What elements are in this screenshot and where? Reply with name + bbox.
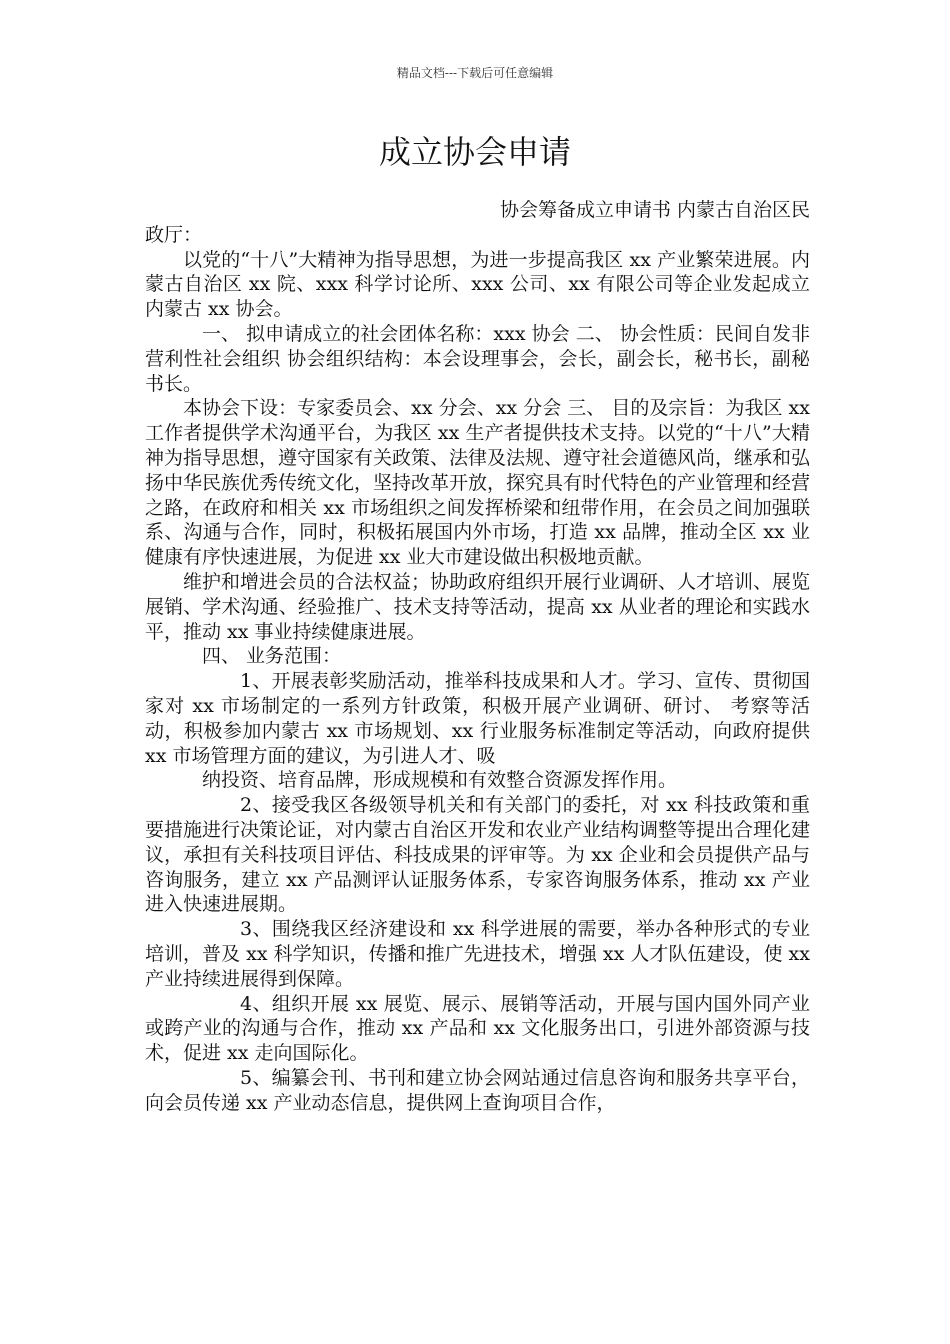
page-header: 精品文档---下载后可任意编辑 <box>396 66 554 80</box>
paragraph: 政厅： <box>145 223 203 246</box>
paragraph: 3、围绕我区经济建设和 xx 科学进展的需要，举办各种形式的专业培训，普及 xx 科学知识，传播和推广先进技术，增强 xx 人才队伍建设，使 xx 产业持续进展得到保障。 <box>145 918 810 990</box>
paragraph: 5、编纂会刊、书刊和建立协会网站通过信息咨询和服务共享平台，向会员传递 xx 产业动态信息，提供网上查询项目合作， <box>145 1066 810 1114</box>
paragraph: 本协会下设：专家委员会、xx 分会、xx 分会 三、 目的及宗旨：为我区 xx 工作者提供学术沟通平台，为我区 xx 生产者提供技术支持。以党的“十八”大精神为指导思想，遵守国家有关政策、法律及法规、遵守社会道德风尚，继承和弘扬中华民族优秀传统文化，坚持改革开放，探究具有时代特色的产业管理和经营之路，在政府和相关 xx 市场组织之间发挥桥梁和纽带作用，在会员之间加强联系、沟通与合作，同时，积极拓展国内外市场，打造 xx 品牌，推动全区 xx 业健康有序快速进展，为促进 xx 业大市建设做出积极地贡献。 <box>145 397 811 569</box>
paragraph: 维护和增进会员的合法权益；协助政府组织开展行业调研、人才培训、展览展销、学术沟通、经验推广、技术支持等活动，提高 xx 从业者的理论和实践水平，推动 xx 事业持续健康进展。 <box>145 570 811 643</box>
paragraph: 四、 业务范围： <box>202 645 342 668</box>
paragraph: 4、组织开展 xx 展览、展示、展销等活动，开展与国内国外同产业或跨产业的沟通与合作，推动 xx 产品和 xx 文化服务出口，引进外部资源与技术，促进 xx 走向国际化。 <box>145 992 810 1065</box>
paragraph: 1、开展表彰奖励活动，推举科技成果和人才。学习、宣传、贯彻国家对 xx 市场制定的一系列方针政策，积极开展产业调研、研讨、 考察等活动，积极参加内蒙古 xx 市场规划、xx 行业服务标准制定等活动，向政府提供 xx 市场管理方面的建议，为引进人才、吸 <box>145 670 810 767</box>
paragraph: 以党的“十八”大精神为指导思想，为进一步提高我区 xx 产业繁荣进展。内蒙古自治区 xx 院、xxx 科学讨论所、xxx 公司、xx 有限公司等企业发起成立内蒙古 xx 协会。 <box>145 248 810 321</box>
paragraph: 2、接受我区各级领导机关和有关部门的委托，对 xx 科技政策和重要措施进行决策论证，对内蒙古自治区开发和农业产业结构调整等提出合理化建议，承担有关科技项目评估、科技成果的评审等。为 xx 企业和会员提供产品与咨询服务，建立 xx 产品测评认证服务体系，专家咨询服务体系，推动 xx 产业进入快速进展期。 <box>145 794 811 916</box>
paragraph: 一、 拟申请成立的社会团体名称：xxx 协会 二、 协会性质：民间自发非营利性社会组织 协会组织结构：本会设理事会，会长，副会长，秘书长，副秘书长。 <box>145 322 810 395</box>
paragraph: 纳投资、培育品牌，形成规模和有效整合资源发挥作用。 <box>202 769 678 792</box>
document-body <box>145 198 810 1115</box>
paragraph: 协会筹备成立申请书 内蒙古自治区民 <box>499 199 810 221</box>
document-title: 成立协会申请 <box>378 133 571 171</box>
